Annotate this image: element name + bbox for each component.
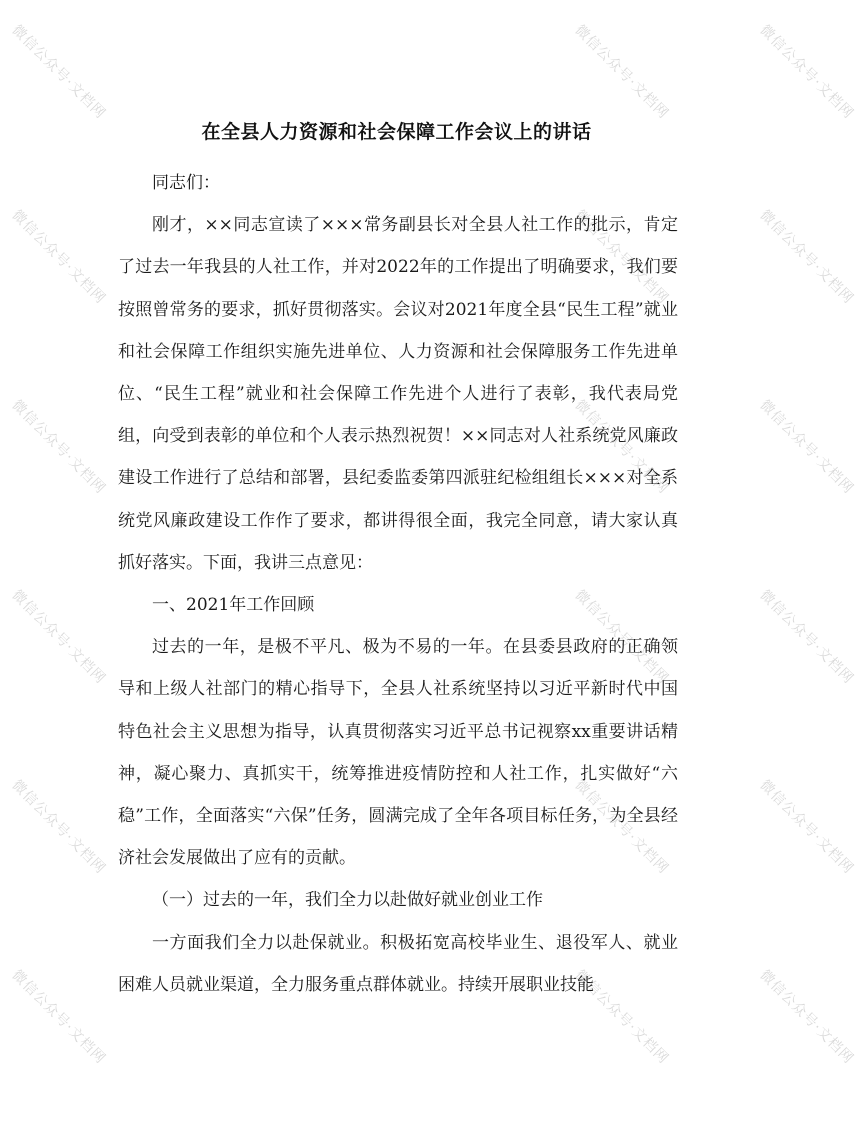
watermark: 微信公众号·文档网	[8, 397, 109, 498]
watermark: 微信公众号·文档网	[571, 777, 672, 878]
body-paragraph: 一方面我们全力以赴保就业。积极拓宽高校毕业生、退役军人、就业困难人员就业渠道，全力服务重点群体就业。持续开展职业技能	[118, 932, 678, 995]
watermark: 微信公众号·文档网	[8, 207, 109, 308]
watermark: 微信公众号·文档网	[571, 22, 672, 123]
watermark: 微信公众号·文档网	[8, 22, 109, 123]
watermark: 微信公众号·文档网	[756, 777, 857, 878]
document-title: 在全县人力资源和社会保障工作会议上的讲话	[201, 121, 592, 143]
section-heading: 一、2021年工作回顾	[152, 595, 315, 616]
watermark: 微信公众号·文档网	[756, 967, 857, 1068]
watermark: 微信公众号·文档网	[571, 587, 672, 688]
watermark: 微信公众号·文档网	[571, 397, 672, 498]
watermark: 微信公众号·文档网	[571, 207, 672, 308]
subsection-heading: （一）过去的一年，我们全力以赴做好就业创业工作	[152, 890, 543, 911]
watermark: 微信公众号·文档网	[8, 587, 109, 688]
watermark: 微信公众号·文档网	[8, 777, 109, 878]
watermark: 微信公众号·文档网	[756, 587, 857, 688]
watermark: 微信公众号·文档网	[756, 22, 857, 123]
document-body	[118, 162, 678, 1006]
watermark: 微信公众号·文档网	[756, 207, 857, 308]
watermark: 微信公众号·文档网	[8, 967, 109, 1068]
salutation: 同志们：	[152, 173, 220, 193]
body-paragraph: 刚才，××同志宣读了×××常务副县长对全县人社工作的批示，肯定了过去一年我县的人社工作，并对2022年的工作提出了明确要求，我们要按照曾常务的要求，抓好贯彻落实。会议对2021年度全县“民生工程”就业和社会保障工作组织实施先进单位、人力资源和社会保障服务工作先进单位、“民生工程”就业和社会保障工作先进个人进行了表彰，我代表局党组，向受到表彰的单位和个人表示热烈祝贺！××同志对人社系统党风廉政建设工作进行了总结和部署，县纪委监委第四派驻纪检组组长×××对全系统党风廉政建设工作作了要求，都讲得很全面，我完全同意，请大家认真抓好落实。下面，我讲三点意见：	[118, 215, 678, 573]
watermark: 微信公众号·文档网	[571, 967, 672, 1068]
watermark: 微信公众号·文档网	[756, 397, 857, 498]
body-paragraph: 过去的一年，是极不平凡、极为不易的一年。在县委县政府的正确领导和上级人社部门的精心指导下，全县人社系统坚持以习近平新时代中国特色社会主义思想为指导，认真贯彻落实习近平总书记视察xx重要讲话精神，凝心聚力、真抓实干，统筹推进疫情防控和人社工作，扎实做好“六稳”工作，全面落实“六保”任务，圆满完成了全年各项目标任务，为全县经济社会发展做出了应有的贡献。	[118, 637, 678, 869]
